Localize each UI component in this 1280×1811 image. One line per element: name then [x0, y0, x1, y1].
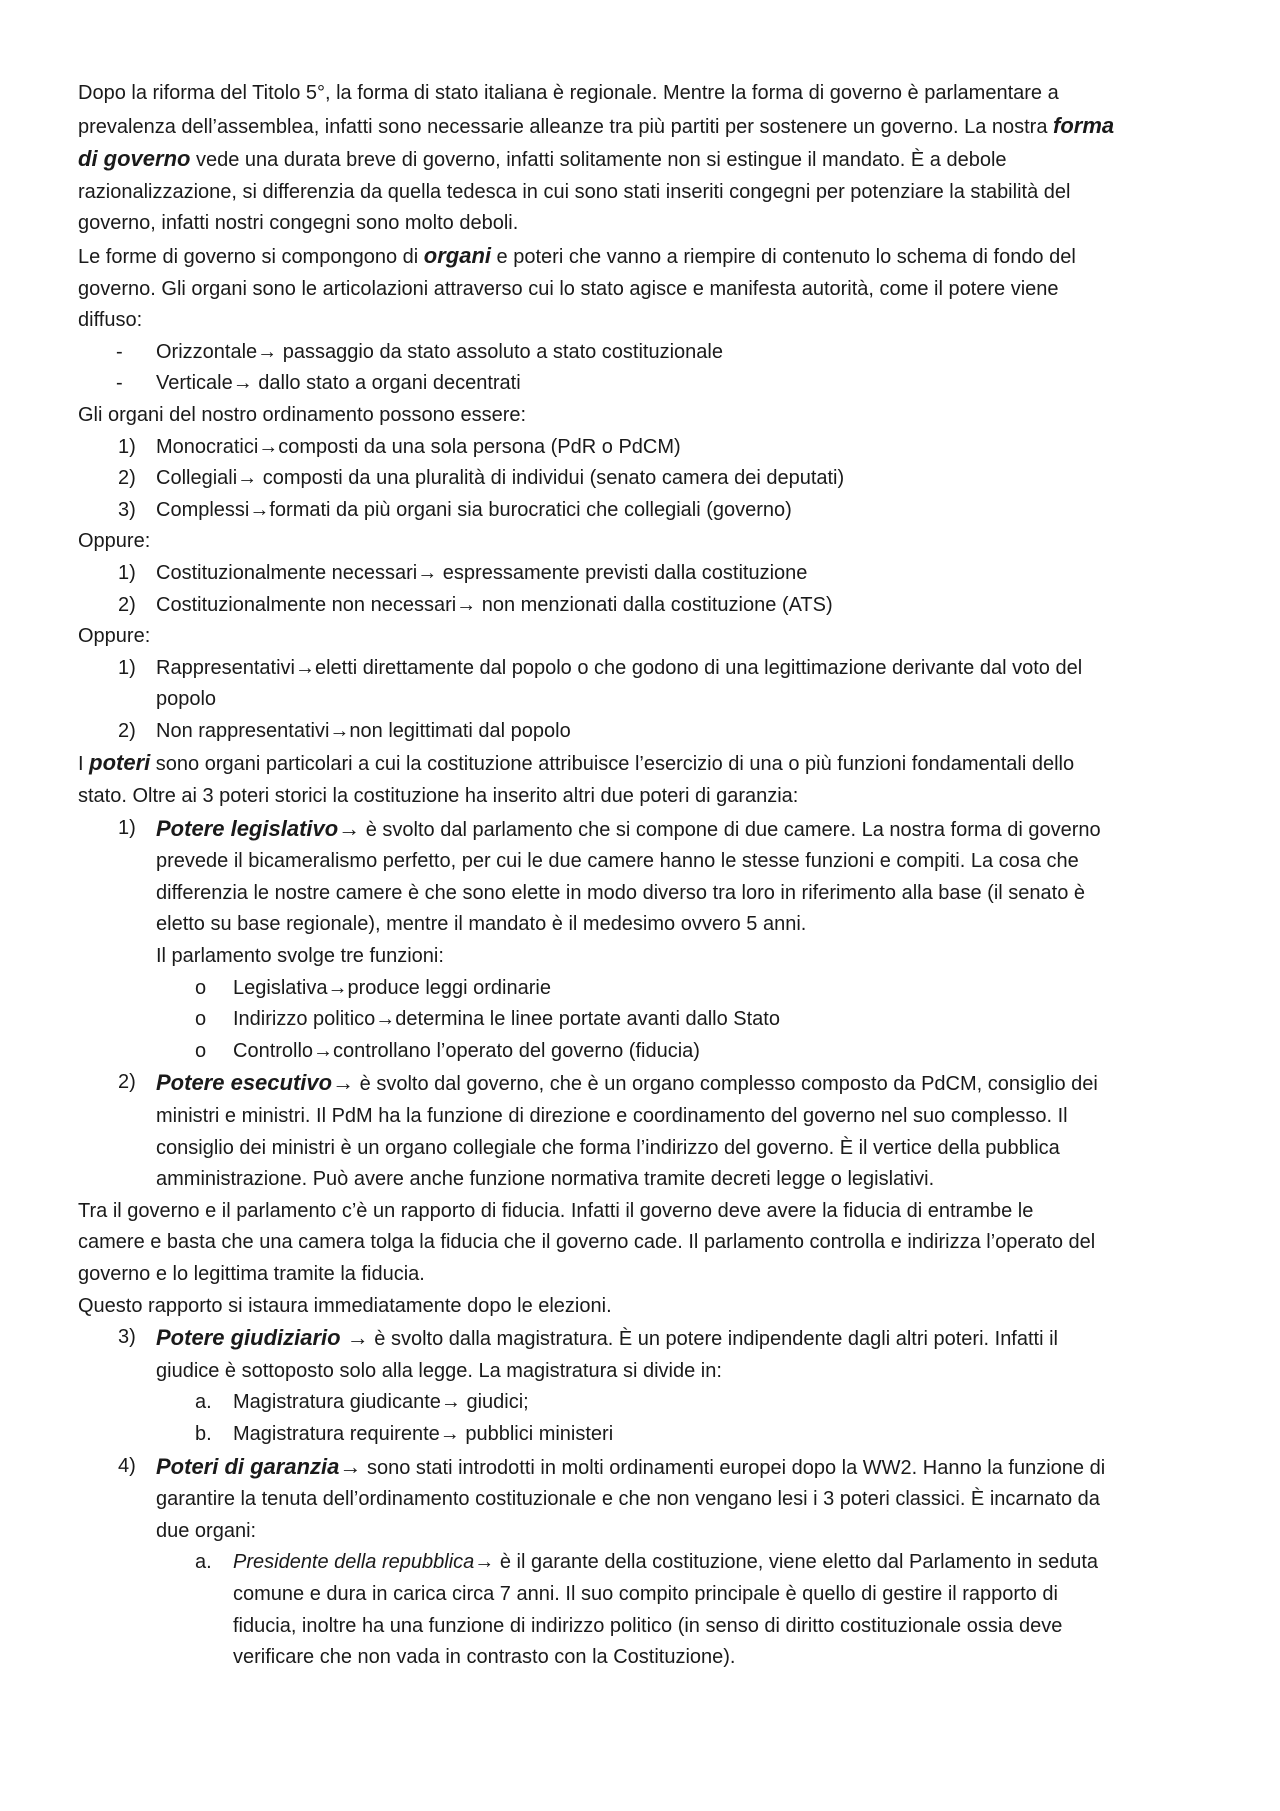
circle-bullet: o — [195, 1039, 207, 1062]
list-item-text: Complessi→formati da più organi sia burocratici che collegiali (governo) — [156, 498, 792, 521]
list-item-continuation — [78, 1133, 1213, 1165]
sub-list-item-continuation — [78, 1611, 1213, 1643]
intro-line — [78, 208, 1213, 240]
sub-list-item-text: Magistratura requirente→ pubblici ministeri — [233, 1422, 614, 1445]
term-potere-legislativo: Potere legislativo→ — [156, 815, 361, 841]
oppure-label — [78, 621, 1213, 653]
text: prevalenza dell’assemblea, infatti sono necessarie alleanze tra più partiti per sostenere un governo. La nostra — [78, 115, 1054, 138]
list-item-continuation — [78, 1484, 1213, 1516]
circle-bullet: o — [195, 1008, 207, 1031]
term-potere-giudiziario: Potere giudiziario → — [156, 1325, 369, 1351]
list-item-text: Verticale→ dallo stato a organi decentrati — [156, 372, 521, 395]
list-item-legislativo — [78, 813, 1213, 847]
list-item-esecutivo — [78, 1067, 1213, 1101]
text: consiglio dei ministri è un organo collegiale che forma l’indirizzo del governo. È il vertice della pubblica — [156, 1136, 1060, 1159]
list-item-continuation — [78, 1516, 1213, 1548]
sub-list-item — [78, 1547, 1213, 1579]
sub-list-item — [78, 973, 1213, 1005]
text: Oppure: — [78, 625, 151, 648]
text: Dopo la riforma del Titolo 5°, la forma di stato italiana è regionale. Mentre la forma di governo è parlamentare a — [78, 82, 1059, 104]
term-forma-di-governo: di governo — [78, 146, 191, 172]
list-number: 1) — [118, 816, 136, 839]
sub-list-item-text: Legislativa→produce leggi ordinarie — [233, 976, 551, 999]
text: verificare che non vada in contrasto con la Costituzione). — [233, 1646, 736, 1669]
term-poteri-di-garanzia: Poteri di garanzia→ — [156, 1453, 362, 1479]
list-number: 3) — [118, 498, 136, 521]
text: diffuso: — [78, 309, 143, 332]
list-item-continuation — [78, 878, 1213, 910]
list-item-text: Monocratici→composti da una sola persona (PdR o PdCM) — [156, 435, 681, 458]
intro-line — [78, 177, 1213, 209]
list-item-continuation — [78, 1101, 1213, 1133]
sub-list-item-text: Indirizzo politico→determina le linee portate avanti dallo Stato — [233, 1008, 780, 1031]
text: Oppure: — [78, 530, 151, 553]
list-number: 2) — [118, 1071, 136, 1094]
sub-list-item — [78, 1419, 1213, 1451]
text: prevede il bicameralismo perfetto, per cui le due camere hanno le stesse funzioni e compiti. La cosa che — [156, 850, 1079, 873]
intro-line — [78, 78, 1213, 110]
list-item-continuation — [78, 684, 1213, 716]
list-item-continuation — [78, 846, 1213, 878]
term-forma-di-governo: forma — [1053, 112, 1115, 138]
list-item-continuation — [78, 1356, 1213, 1388]
list-item — [78, 653, 1213, 685]
text: I — [78, 753, 90, 776]
text: comune e dura in carica circa 7 anni. Il suo compito principale è quello di gestire il rapporto di — [233, 1582, 1058, 1605]
list-item — [78, 716, 1213, 748]
list-item-text: popolo — [156, 688, 217, 711]
list-item — [78, 558, 1213, 590]
list-number: 3) — [118, 1326, 136, 1349]
list-number: 2) — [118, 719, 136, 742]
list-letter: a. — [195, 1551, 212, 1574]
text: eletto su base regionale), mentre il mandato è il medesimo ovvero 5 anni. — [156, 913, 807, 936]
text: garantire la tenuta dell’ordinamento costituzionale e che non vengano lesi i 3 poteri classici. È incarnato da — [156, 1488, 1100, 1511]
list-letter: a. — [195, 1391, 212, 1414]
text: è svolto dal governo, che è un organo complesso composto da PdCM, consiglio dei — [354, 1073, 1098, 1096]
text: differenzia le nostre camere è che sono elette in modo diverso tra loro in riferimento alla base (il senato è — [156, 881, 1086, 904]
text: amministrazione. Può avere anche funzione normativa tramite decreti legge o legislativi. — [156, 1168, 935, 1191]
poteri-line — [78, 781, 1213, 813]
list-item — [78, 432, 1213, 464]
list-item-garanzia — [78, 1451, 1213, 1485]
term-organi: organi — [423, 242, 491, 268]
sub-list-item-text: Controllo→controllano l’operato del governo (fiducia) — [233, 1039, 700, 1062]
text: è svolto dal parlamento che si compone di due camere. La nostra forma di governo — [360, 818, 1101, 841]
text: è il garante della costituzione, viene eletto dal Parlamento in seduta — [494, 1551, 1098, 1574]
document-page — [78, 78, 1213, 1674]
text: e poteri che vanno a riempire di contenuto lo schema di fondo del — [491, 245, 1076, 268]
text: sono organi particolari a cui la costituzione attribuisce l’esercizio di una o più funzioni fondamentali dello — [150, 753, 1075, 776]
text: camere e basta che una camera tolga la fiducia che il governo cade. Il parlamento controlla e indirizza l’operato del — [78, 1231, 1096, 1254]
dash-bullet: - — [116, 372, 123, 395]
text: fiducia, inoltre ha una funzione di indirizzo politico (in senso di diritto costituzionale ossia deve — [233, 1614, 1063, 1637]
list-item-text: Collegiali→ composti da una pluralità di individui (senato camera dei deputati) — [156, 467, 845, 490]
fiducia-line — [78, 1259, 1213, 1291]
list-item-text: Costituzionalmente necessari→ espressamente previsti dalla costituzione — [156, 561, 808, 584]
list-item-continuation — [78, 941, 1213, 973]
text: governo. Gli organi sono le articolazioni attraverso cui lo stato agisce e manifesta autorità, come il potere viene — [78, 277, 1059, 300]
sub-list-item-continuation — [78, 1579, 1213, 1611]
text: Questo rapporto si istaura immediatamente dopo le elezioni. — [78, 1294, 612, 1317]
list-item-text: Costituzionalmente non necessari→ non menzionati dalla costituzione (ATS) — [156, 593, 833, 616]
poteri-line — [78, 747, 1213, 781]
fiducia-line — [78, 1196, 1213, 1228]
list-number: 4) — [118, 1454, 136, 1477]
text: ministri e ministri. Il PdM ha la funzione di direzione e coordinamento del governo nel suo complesso. Il — [156, 1105, 1068, 1127]
sub-list-item — [78, 1036, 1213, 1068]
list-number: 1) — [118, 656, 136, 679]
list-item — [78, 337, 1213, 369]
list-item — [78, 463, 1213, 495]
fiducia-line — [78, 1291, 1213, 1323]
text: stato. Oltre ai 3 poteri storici la costituzione ha inserito altri due poteri di garanzia: — [78, 785, 799, 808]
text: Gli organi del nostro ordinamento possono essere: — [78, 403, 527, 426]
list-letter: b. — [195, 1422, 212, 1445]
sub-list-item-text: Magistratura giudicante→ giudici; — [233, 1391, 529, 1414]
list-item — [78, 495, 1213, 527]
list-item-continuation — [78, 1164, 1213, 1196]
text: Il parlamento svolge tre funzioni: — [156, 945, 444, 968]
circle-bullet: o — [195, 976, 207, 999]
list-item-text: Rappresentativi→eletti direttamente dal popolo o che godono di una legittimazione derivante dal voto del — [156, 656, 1083, 679]
fiducia-line — [78, 1227, 1213, 1259]
intro-line — [78, 110, 1213, 144]
list-item-continuation — [78, 909, 1213, 941]
text: Le forme di governo si compongono di — [78, 245, 424, 268]
term-presidente-della-repubblica: Presidente della repubblica→ — [233, 1551, 495, 1574]
text: governo, infatti nostri congegni sono molto deboli. — [78, 212, 519, 235]
text: Tra il governo e il parlamento c’è un rapporto di fiducia. Infatti il governo deve avere la fiducia di entrambe le — [78, 1199, 1034, 1222]
sub-list-item — [78, 1387, 1213, 1419]
organi-line — [78, 274, 1213, 306]
text: giudice è sottoposto solo alla legge. La magistratura si divide in: — [156, 1359, 722, 1382]
list-item — [78, 368, 1213, 400]
list-number: 1) — [118, 435, 136, 458]
list-item-giudiziario — [78, 1322, 1213, 1356]
list-item — [78, 590, 1213, 622]
list-item-text: Non rappresentativi→non legittimati dal popolo — [156, 719, 571, 742]
sub-list-item-continuation — [78, 1642, 1213, 1674]
dash-bullet: - — [116, 340, 123, 363]
text: è svolto dalla magistratura. È un potere indipendente dagli altri poteri. Infatti il — [368, 1328, 1058, 1351]
term-poteri: poteri — [89, 750, 151, 776]
organi-line — [78, 305, 1213, 337]
organi-types-intro — [78, 400, 1213, 432]
list-number: 2) — [118, 593, 136, 616]
text: razionalizzazione, si differenzia da quella tedesca in cui sono stati inseriti congegni per potenziare la stabilità del — [78, 180, 1071, 203]
text: sono stati introdotti in molti ordinamenti europei dopo la WW2. Hanno la funzione di — [361, 1456, 1106, 1479]
text: governo e lo legittima tramite la fiducia. — [78, 1262, 425, 1285]
text: vede una durata breve di governo, infatti solitamente non si estingue il mandato. È a debole — [190, 149, 1007, 172]
intro-line — [78, 143, 1213, 177]
organi-line — [78, 240, 1213, 274]
oppure-label — [78, 526, 1213, 558]
sub-list-item — [78, 1004, 1213, 1036]
list-number: 2) — [118, 467, 136, 490]
term-potere-esecutivo: Potere esecutivo→ — [156, 1070, 355, 1096]
list-item-text: Orizzontale→ passaggio da stato assoluto a stato costituzionale — [156, 340, 723, 363]
list-number: 1) — [118, 561, 136, 584]
text: due organi: — [156, 1519, 257, 1542]
